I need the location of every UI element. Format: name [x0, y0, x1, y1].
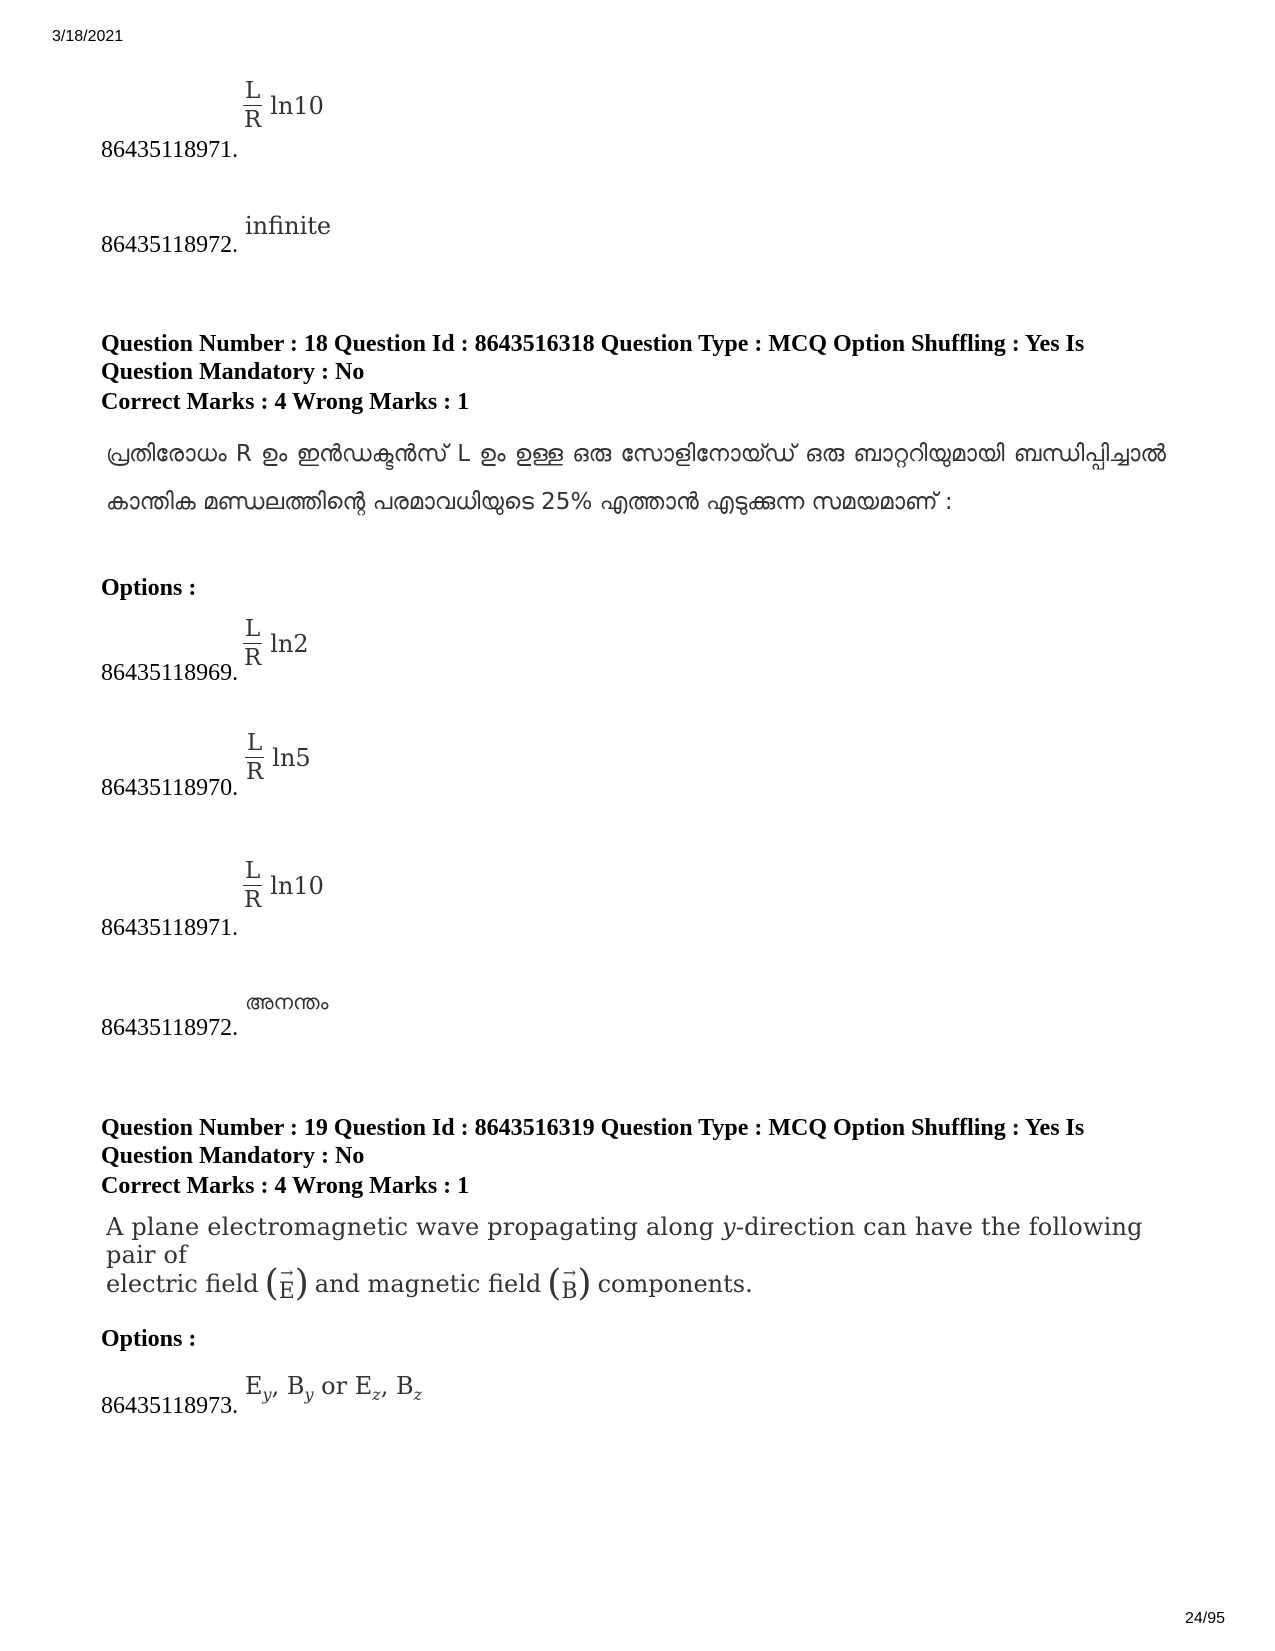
numerator: L	[247, 730, 263, 756]
question-header	[101, 330, 1161, 386]
vector-stack	[561, 1265, 577, 1303]
options-label: Options :	[101, 1326, 197, 1352]
option-id: 86435118971.	[101, 137, 239, 163]
question-header-line1: Question Number : 19 Question Id : 8643516319 Question Type : MCQ Option Shuffling : Yes Is	[101, 1115, 1085, 1141]
option-id: 86435118972.	[101, 232, 239, 258]
numerator: L	[245, 78, 261, 104]
question-header-line2: Question Mandatory : No	[101, 359, 365, 385]
fraction	[243, 618, 262, 670]
option-id: 86435118971.	[101, 915, 239, 941]
paren-open: (	[547, 1263, 562, 1304]
option-suffix: ln10	[270, 92, 324, 120]
fraction	[243, 860, 262, 912]
paren-close: )	[294, 1263, 309, 1304]
option-suffix: ln10	[270, 872, 324, 900]
arrow-icon: →	[280, 1263, 294, 1282]
question-marks: Correct Marks : 4 Wrong Marks : 1	[101, 389, 470, 415]
arrow-icon: →	[562, 1263, 577, 1282]
paren-close: )	[577, 1263, 592, 1304]
option-formula	[243, 80, 324, 132]
option-formula: $E_y$, $B_y$ or $E_z$, $B_z$	[245, 1372, 423, 1404]
denominator: R	[245, 759, 264, 785]
question-header	[101, 1114, 1161, 1170]
fraction	[245, 732, 264, 784]
question-text: പ്രതിരോധം R ഉം ഇൻഡക്ടൻസ് L ഉം ഉള്ള ഒരു സോളിനോയ്ഡ് ഒരു ബാറ്ററിയുമായി ബന്ധിപ്പിച്ചാൽ കാന്തിക മണ്ഡലത്തിന്റെ പരമാവധിയുടെ 25% എത്താൻ എടുക്കുന്ന സമയമാണ് :	[106, 441, 1166, 515]
denominator: R	[243, 107, 262, 133]
vector-stack	[279, 1265, 295, 1303]
header-date: 3/18/2021	[52, 28, 124, 45]
vector-e	[265, 1265, 309, 1303]
vector-b	[547, 1265, 591, 1303]
option-text: അനന്തം	[245, 990, 329, 1014]
subscript: z	[413, 1384, 423, 1404]
subscript: z	[372, 1384, 381, 1404]
subscript: y	[304, 1384, 314, 1404]
option-suffix: ln5	[272, 744, 311, 772]
option-id: 86435118972.	[101, 1015, 239, 1041]
option-suffix: ln2	[270, 630, 309, 658]
question-header-line1: Question Number : 18 Question Id : 8643516318 Question Type : MCQ Option Shuffling : Yes Is	[101, 331, 1085, 357]
option-id: 86435118970.	[101, 775, 239, 801]
vector-symbol: E	[278, 1279, 295, 1304]
numerator: L	[245, 858, 261, 884]
question-text-part: A plane electromagnetic wave propagating along	[106, 1213, 723, 1241]
options-label: Options :	[101, 575, 197, 601]
question-text-italic: y	[722, 1213, 736, 1241]
option-formula	[243, 860, 324, 912]
symbol: B	[286, 1372, 305, 1400]
symbol: E	[245, 1372, 263, 1400]
option-formula	[245, 732, 311, 784]
subscript: y	[262, 1384, 272, 1404]
question-text-line1	[106, 1213, 1166, 1269]
question-text-part: -direction can have the following pair of	[106, 1213, 1143, 1269]
option-id: 86435118973.	[101, 1393, 239, 1419]
symbol: E	[354, 1372, 373, 1400]
option-id: 86435118969.	[101, 660, 239, 686]
denominator: R	[243, 645, 262, 671]
question-text-line2	[106, 1265, 1166, 1303]
numerator: L	[245, 616, 261, 642]
paren-open: (	[264, 1263, 279, 1304]
symbol: B	[395, 1372, 414, 1400]
option-formula	[243, 618, 309, 670]
vector-symbol: B	[561, 1279, 578, 1304]
option-text: infinite	[245, 212, 332, 240]
question-marks: Correct Marks : 4 Wrong Marks : 1	[101, 1173, 470, 1199]
fraction	[243, 80, 262, 132]
question-header-line2: Question Mandatory : No	[101, 1143, 365, 1169]
denominator: R	[243, 887, 262, 913]
question-text-part: and magnetic field	[314, 1270, 542, 1298]
question-text-part: components.	[597, 1270, 753, 1298]
question-text-part: electric field	[106, 1270, 259, 1298]
or-text: or	[321, 1372, 348, 1400]
page-number: 24/95	[1185, 1610, 1226, 1627]
